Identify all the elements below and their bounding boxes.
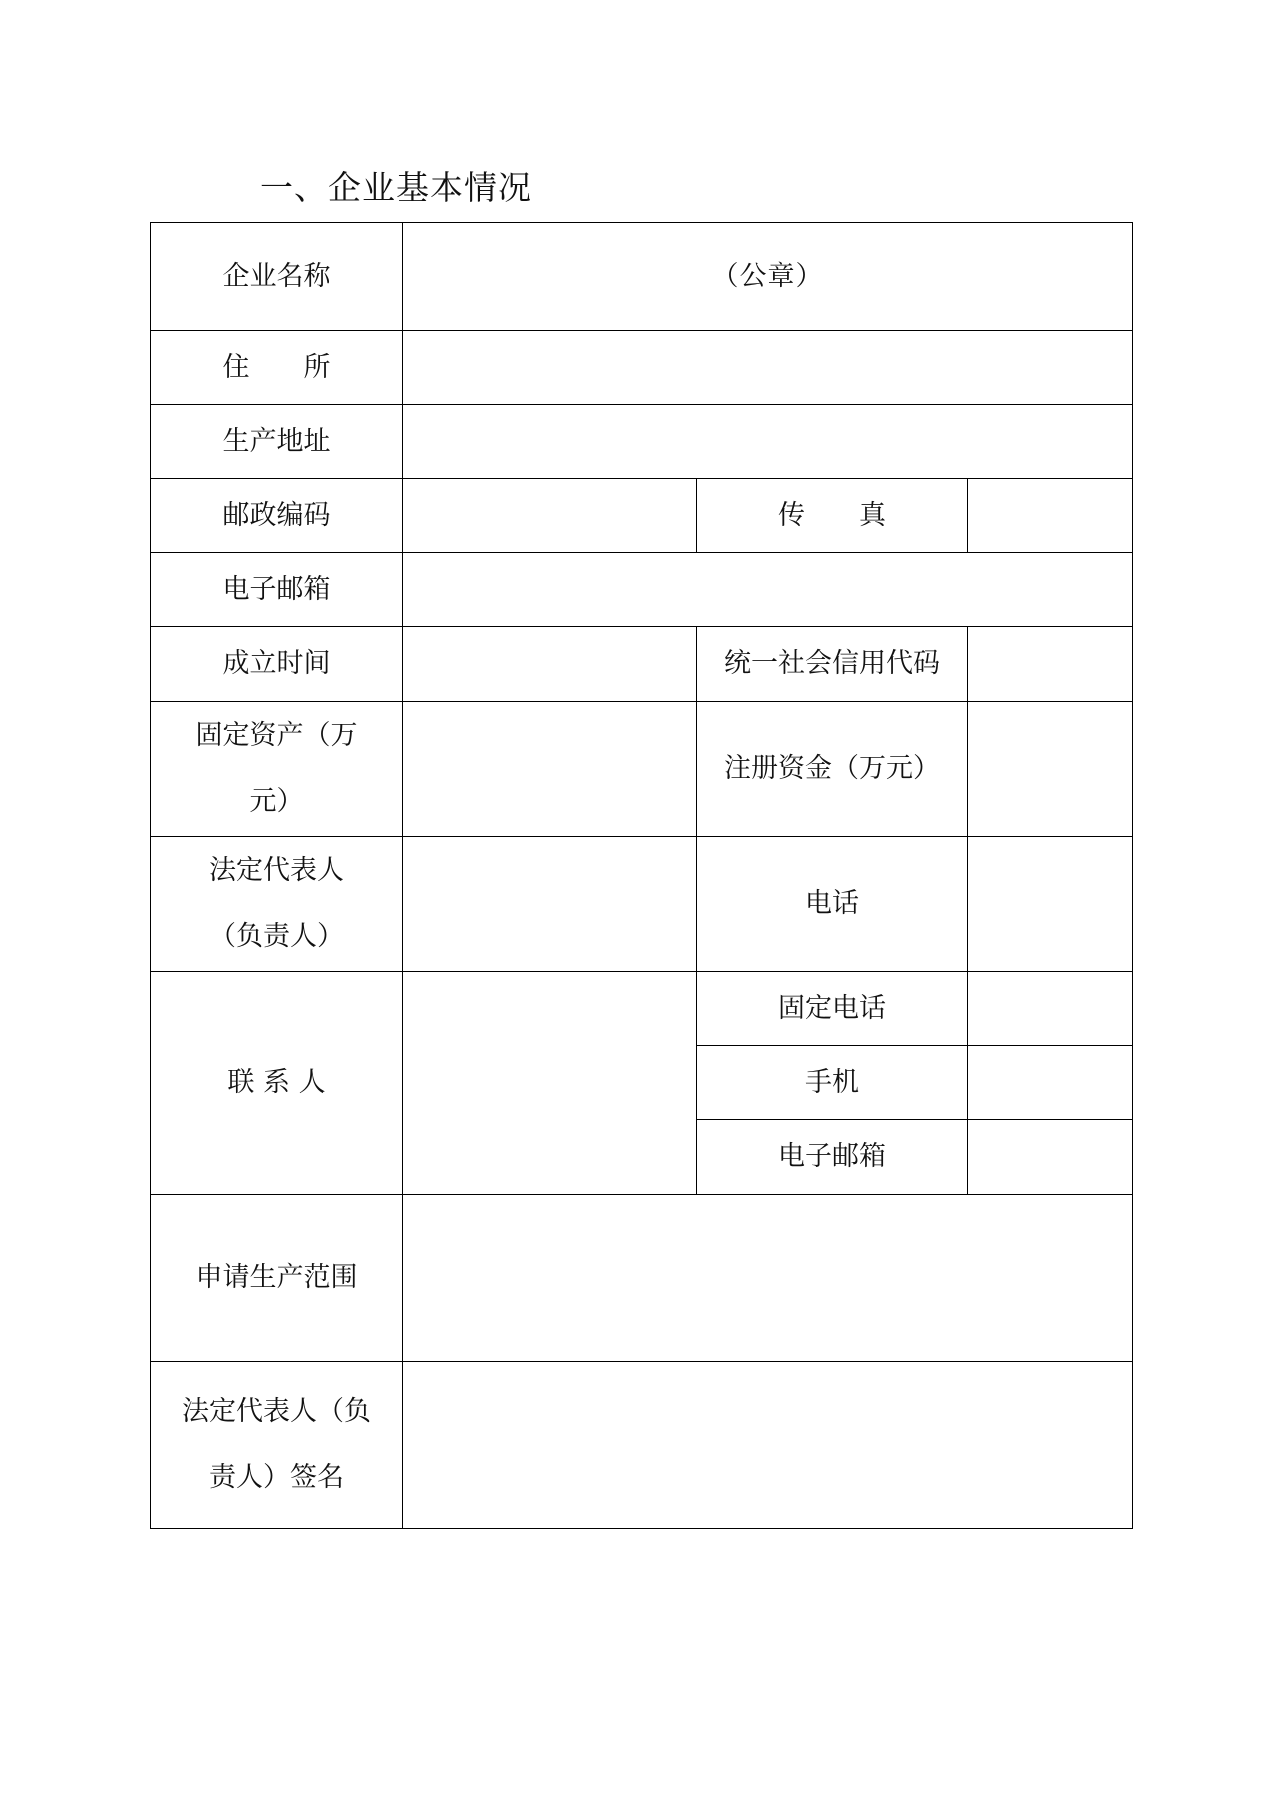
- fixed-assets-label: [151, 702, 403, 837]
- email-field[interactable]: [403, 553, 1133, 627]
- row-company-name: [151, 223, 1133, 331]
- registered-capital-label: 注册资金（万元）: [697, 702, 968, 837]
- phone-label: 电话: [697, 837, 968, 972]
- landline-label: 固定电话: [697, 972, 968, 1046]
- row-contact-landline: [151, 972, 1133, 1046]
- fax-label: 传 真: [697, 479, 968, 553]
- contact-field[interactable]: [403, 972, 697, 1195]
- registered-capital-field[interactable]: [968, 702, 1133, 837]
- residence-label: 住 所: [151, 331, 403, 405]
- company-name-field[interactable]: （公章）: [403, 223, 1133, 331]
- phone-field[interactable]: [968, 837, 1133, 972]
- established-label: 成立时间: [151, 627, 403, 702]
- credit-code-field[interactable]: [968, 627, 1133, 702]
- row-scope: [151, 1195, 1133, 1362]
- production-address-field[interactable]: [403, 405, 1133, 479]
- fixed-assets-label-text: 固定资产（万元）: [195, 720, 358, 817]
- row-production-address: [151, 405, 1133, 479]
- row-signature: [151, 1362, 1133, 1529]
- legal-rep-label-text: 法定代表人（负责人）: [209, 855, 344, 952]
- established-field[interactable]: [403, 627, 697, 702]
- residence-field[interactable]: [403, 331, 1133, 405]
- row-postal-fax: [151, 479, 1133, 553]
- fax-field[interactable]: [968, 479, 1133, 553]
- mobile-label: 手机: [697, 1046, 968, 1120]
- row-email: [151, 553, 1133, 627]
- legal-rep-field[interactable]: [403, 837, 697, 972]
- mobile-field[interactable]: [968, 1046, 1133, 1120]
- contact-email-field[interactable]: [968, 1120, 1133, 1195]
- row-legal-rep-phone: [151, 837, 1133, 972]
- scope-label: 申请生产范围: [151, 1195, 403, 1362]
- credit-code-label: 统一社会信用代码: [697, 627, 968, 702]
- row-established-credit: [151, 627, 1133, 702]
- postal-code-field[interactable]: [403, 479, 697, 553]
- company-name-label: 企业名称: [151, 223, 403, 331]
- landline-field[interactable]: [968, 972, 1133, 1046]
- email-label: 电子邮箱: [151, 553, 403, 627]
- row-assets-capital: [151, 702, 1133, 837]
- enterprise-basic-info-table: [150, 222, 1133, 1529]
- row-residence: [151, 331, 1133, 405]
- contact-email-label: 电子邮箱: [697, 1120, 968, 1195]
- contact-label: 联 系 人: [151, 972, 403, 1195]
- section-title: 一、企业基本情况: [260, 168, 532, 207]
- production-address-label: 生产地址: [151, 405, 403, 479]
- postal-code-label: 邮政编码: [151, 479, 403, 553]
- scope-field[interactable]: [403, 1195, 1133, 1362]
- fixed-assets-field[interactable]: [403, 702, 697, 837]
- signature-label-text: 法定代表人（负责人）签名: [182, 1396, 371, 1493]
- signature-label: [151, 1362, 403, 1529]
- signature-field[interactable]: [403, 1362, 1133, 1529]
- legal-rep-label: [151, 837, 403, 972]
